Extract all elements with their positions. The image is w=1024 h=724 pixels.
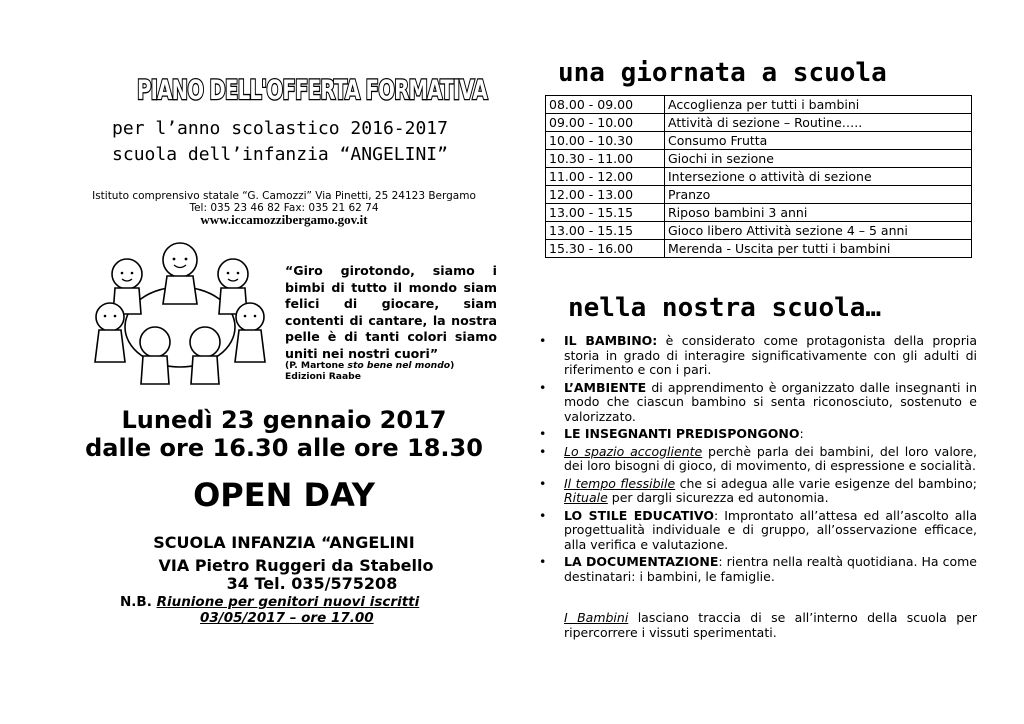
- poem-credit: [285, 360, 465, 382]
- schedule-activity: Riposo bambini 3 anni: [665, 204, 972, 222]
- nb-prefix: N.B.: [120, 594, 152, 610]
- nb-note: [120, 594, 419, 610]
- schedule-time: 13.00 - 15.15: [546, 204, 665, 222]
- item-lead: LA DOCUMENTAZIONE: [564, 554, 719, 569]
- item-lead: Il tempo flessibile: [564, 475, 676, 491]
- schedule-title: una giornata a scuola: [558, 58, 887, 88]
- table-row: [546, 96, 972, 114]
- schedule-time: 11.00 - 12.00: [546, 168, 665, 186]
- doc-extra-text: lasciano traccia di se all’interno della scuola per ripercorrere i vissuti sperimentati.: [564, 610, 977, 640]
- list-item: [535, 427, 977, 442]
- item-lead: Lo spazio accogliente: [564, 443, 703, 459]
- schedule-time: 13.00 - 15.15: [546, 222, 665, 240]
- list-item: [535, 334, 977, 378]
- bullet-icon: •: [539, 443, 547, 459]
- schedule-time: 10.00 - 10.30: [546, 132, 665, 150]
- table-row: [546, 114, 972, 132]
- list-item: [535, 445, 977, 474]
- institute-address: Istituto comprensivo statale “G. Camozzi” Via Pinetti, 25 24123 Bergamo: [92, 190, 476, 202]
- list-item: [535, 381, 977, 425]
- schedule-activity: Giochi in sezione: [665, 150, 972, 168]
- school-section-title: nella nostra scuola…: [568, 293, 882, 323]
- item-lead: LO STILE EDUCATIVO: [564, 507, 714, 523]
- list-item: [535, 509, 977, 553]
- documentation-extra: [564, 611, 977, 640]
- schedule-time: 09.00 - 10.00: [546, 114, 665, 132]
- svg-text:PIANO DELL'OFFERTA FORMATIVA: PIANO DELL'OFFERTA FORMATIVA: [137, 75, 488, 104]
- table-row: [546, 240, 972, 258]
- item-mid: Rituale: [564, 490, 608, 505]
- table-row: [546, 186, 972, 204]
- school-heading: SCUOLA INFANZIA “ANGELINI: [153, 533, 415, 552]
- children-circle-illustration: [85, 232, 275, 392]
- schedule-time: 10.30 - 11.00: [546, 150, 665, 168]
- schedule-time: 15.30 - 16.00: [546, 240, 665, 258]
- table-row: [546, 132, 972, 150]
- nb-text: Riunione per genitori nuovi iscritti: [156, 594, 420, 610]
- event-hours: dalle ore 16.30 alle ore 18.30: [85, 434, 483, 462]
- list-item: [535, 477, 977, 506]
- institute-website-link[interactable]: www.iccamozzibergamo.gov.it: [200, 212, 368, 227]
- bullet-icon: •: [539, 554, 547, 569]
- item-lead: IL BAMBINO:: [564, 333, 658, 348]
- poem-credit-publisher: ) Edizioni Raabe: [285, 360, 455, 382]
- institute-phone-fax: Tel: 035 23 46 82 Fax: 035 21 62 74: [189, 202, 379, 214]
- schedule-time: 08.00 - 09.00: [546, 96, 665, 114]
- address-phone: 34 Tel. 035/575208: [226, 574, 398, 593]
- item-text: : Improntato all’attesa ed all’ascolto alla progettualità individuale e di gruppo, all’osservazione efficace, alla verifica e valutazione.: [564, 507, 977, 552]
- pof-title: [135, 74, 490, 104]
- poem-credit-author: (P. Martone: [285, 360, 345, 371]
- item-text: che si adegua alle varie esigenze del bambino;: [675, 475, 977, 491]
- item-lead: LE INSEGNANTI PREDISPONGONO: [564, 426, 800, 441]
- item-text: è considerato come protagonista della propria storia in grado di interagire significativamente con gli adulti di riferimento e con i pari.: [564, 333, 978, 377]
- item-lead: L’AMBIENTE: [564, 379, 647, 395]
- nb-date: 03/05/2017 – ore 17.00: [200, 610, 374, 626]
- address-street: VIA Pietro Ruggeri da Stabello: [158, 556, 434, 575]
- bullet-icon: •: [539, 379, 547, 395]
- table-row: [546, 168, 972, 186]
- schedule-activity: Consumo Frutta: [665, 132, 972, 150]
- bullet-icon: •: [539, 507, 547, 523]
- school-name: scuola dell’infanzia “ANGELINI”: [112, 144, 448, 165]
- schedule-activity: Intersezione o attività di sezione: [665, 168, 972, 186]
- poem-text: “Giro girotondo, siamo i bimbi di tutto il mondo siam felici di giocare, siam contenti di cantare, la nostra pelle è di tanti colori siamo uniti nei nostri cuori”: [285, 263, 497, 361]
- item-text: :: [799, 426, 804, 441]
- schedule-table: [545, 95, 972, 258]
- bullet-icon: •: [539, 475, 547, 491]
- item-tail: per dargli sicurezza ed autonomia.: [607, 490, 829, 505]
- schedule-activity: Attività di sezione – Routine…..: [665, 114, 972, 132]
- schedule-activity: Pranzo: [665, 186, 972, 204]
- principles-list: [535, 334, 977, 587]
- schedule-activity: Merenda - Uscita per tutti i bambini: [665, 240, 972, 258]
- event-date: Lunedì 23 gennaio 2017: [121, 406, 447, 434]
- open-day-heading: OPEN DAY: [193, 476, 375, 514]
- school-year: per l’anno scolastico 2016-2017: [112, 118, 448, 139]
- bullet-icon: •: [539, 333, 547, 348]
- table-row: [546, 222, 972, 240]
- institute-info: [60, 190, 508, 226]
- schedule-activity: Gioco libero Attività sezione 4 – 5 anni: [665, 222, 972, 240]
- table-row: [546, 150, 972, 168]
- item-text: perchè parla dei bambini, del loro valore, dei loro bisogni di gioco, di movimento, di espressione e socialità.: [564, 443, 977, 473]
- table-row: [546, 204, 972, 222]
- doc-extra-lead: I Bambini: [564, 610, 629, 625]
- schedule-activity: Accoglienza per tutti i bambini: [665, 96, 972, 114]
- item-text: di apprendimento è organizzato dalle insegnanti in modo che ciascun bambino si senta riconosciuto, sostenuto e valorizzato.: [564, 379, 977, 424]
- bullet-icon: •: [539, 426, 547, 441]
- poem-credit-title: sto bene nel mondo: [347, 360, 451, 371]
- list-item: [535, 555, 977, 584]
- item-text: : rientra nella realtà quotidiana. Ha come destinatari: i bambini, le famiglie.: [564, 554, 977, 584]
- schedule-time: 12.00 - 13.00: [546, 186, 665, 204]
